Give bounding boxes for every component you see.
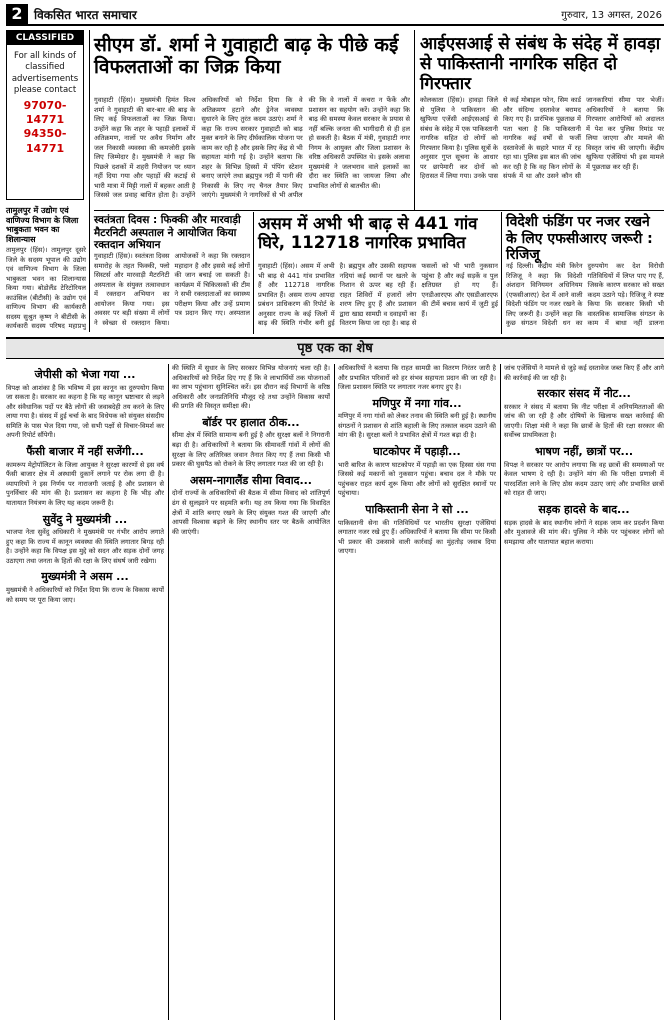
column-rule xyxy=(414,30,415,210)
continuation-col-1 xyxy=(6,364,164,1020)
section-body: दोनों राज्यों के अधिकारियों की बैठक में सीमा विवाद को शांतिपूर्ण ढंग से सुलझाने पर सहमति बनी। यह तय किया गया कि विवादित क्षेत्रों में शांति बनाए रखने के लिए संयुक्त गश्त की जाएगी और आपसी विश्वास बढ़ाने के लिए स्थानीय स्तर पर बैठकें आयोजित की जाएंगी। xyxy=(172,489,330,536)
column-rule xyxy=(89,30,90,332)
ficci-body: गुवाहाटी (हिंस)। स्वतंत्रता दिवस समारोह के तहत फिक्की, फ्लो सिस्टर्स और मारवाड़ी मैटरनिटी अस्पताल के संयुक्त तत्वावधान में रक्तदान अभियान का आयोजन किया गया। इस अवसर पर बड़ी संख्या में लोगों ने स्वेच्छा से रक्तदान किया। आयोजकों ने कहा कि रक्तदान महादान है और इससे कई लोगों की जान बचाई जा सकती है। कार्यक्रम में चिकित्सकों की टीम ने सभी रक्तदाताओं का स्वास्थ्य परीक्षण किया और उन्हें प्रमाण पत्र प्रदान किए गए। अस्पताल xyxy=(94,252,250,327)
column-rule xyxy=(501,212,502,334)
section-body: जांच एजेंसियों ने मामले से जुड़े कई दस्तावेज जब्त किए हैं और आगे की कार्रवाई की जा रही है। xyxy=(504,364,664,382)
column-rule xyxy=(253,212,254,334)
classified-text: For all kinds of classified advertisements please contact xyxy=(11,51,79,96)
main-headline: सीएम डॉ. शर्मा ने गुवाहाटी बाढ़ के पीछे कई विफलताओं का जिक्र किया xyxy=(94,34,399,79)
classified-phone-2: 94350-14771 xyxy=(23,127,67,155)
section-title: असम-नागालैंड सीमा विवाद... xyxy=(189,473,312,487)
classified-box xyxy=(6,30,84,200)
section-title: पाकिस्तानी सेना ने सो ... xyxy=(365,502,469,516)
section-title: सड़क हादसे के बाद... xyxy=(538,502,630,516)
section-body: विपक्ष को आशंका है कि भविष्य में इस कानून का दुरुपयोग किया जा सकता है। सरकार का कहना है कि यह कानून भ्रष्टाचार से लड़ने और संवैधानिक पदों पर बैठे लोगों की जवाबदेही तय करने के लिए लाया गया है। संसद में हुई चर्चा के बाद विधेयक को संयुक्त संसदीय समिति के पास भेज दिया गया, जो सभी पक्षों से विचार-विमर्श कर अपनी रिपोर्ट सौंपेगी। xyxy=(6,383,164,440)
section-title: सुवेंदु ने मुख्यमंत्री ... xyxy=(42,512,128,526)
section-body: अधिकारियों ने बताया कि राहत सामग्री का वितरण निरंतर जारी है और प्रभावित परिवारों को हर संभव सहायता प्रदान की जा रही है। जिला प्रशासन स्थिति पर लगातार नजर बनाए हुए है। xyxy=(338,364,496,392)
section-body: सड़क हादसे के बाद स्थानीय लोगों ने सड़क जाम कर प्रदर्शन किया और मुआवजे की मांग की। पुलिस ने मौके पर पहुंचकर लोगों को समझाया और यातायात बहाल कराया। xyxy=(504,518,664,546)
fcra-body: नई दिल्ली। केंद्रीय मंत्री किरेन रिजिजू ने कहा कि विदेशी अंशदान विनियमन अधिनियम (एफसीआरए) देश में आने वाली विदेशी फंडिंग पर नजर रखने के लिए जरूरी है। उन्होंने कहा कि कुछ संगठन विदेशी धन का दुरुपयोग कर देश विरोधी गतिविधियों में लिप्त पाए गए हैं, जिसके कारण सरकार को सख्त कदम उठाने पड़े। रिजिजू ने स्पष्ट किया कि सरकार किसी भी वास्तविक सामाजिक संगठन के काम में बाधा नहीं डालना xyxy=(506,262,664,328)
row-rule xyxy=(94,210,664,211)
main-body: गुवाहाटी (हिंस)। मुख्यमंत्री हिमंत विश्व शर्मा ने गुवाहाटी की बार-बार की बाढ़ के लिए कई विफलताओं का जिक्र किया। उन्होंने कहा कि शहर के पहाड़ी इलाकों में अतिक्रमण, नालों पर अवैध निर्माण और जल निकासी व्यवस्था की कमजोरी इसके लिए जिम्मेदार है। मुख्यमंत्री ने कहा कि पिछले दशकों में शहरी नियोजन पर ध्यान नहीं दिया गया और पहाड़ों की कटाई से भारी मात्रा में मिट्टी नालों में बहकर आती है जिससे जल प्रवाह बाधित होता है। उन्होंने अधिकारियों को निर्देश दिया कि वे अतिक्रमण हटाने और ड्रेनेज व्यवस्था सुधारने के लिए तुरंत कदम उठाएं। शर्मा ने कहा कि राज्य सरकार गुवाहाटी को बाढ़ मुक्त बनाने के लिए दीर्घकालिक योजना पर काम कर रही है और इसके लिए केंद्र से भी सहायता मांगी गई है। उन्होंने बताया कि शहर के विभिन्न हिस्सों में पंपिंग स्टेशन बनाए जाएंगे तथा ब्रह्मपुत्र नदी में पानी की निकासी के लिए नए चैनल तैयार किए जाएंगे। मुख्यमंत्री ने नागरिकों से भी अपील की कि वे नालों में कचरा न फेंकें और प्रशासन का सहयोग करें। उन्होंने कहा कि बाढ़ की समस्या केवल सरकार के प्रयास से नहीं बल्कि जनता की भागीदारी से ही हल हो सकती है। बैठक में मंत्री, गुवाहाटी नगर निगम के आयुक्त और जिला प्रशासन के वरिष्ठ अधिकारी उपस्थित थे। इसके अलावा मुख्यमंत्री ने जलभराव वाले इलाकों का दौरा कर स्थिति का जायजा लिया और प्रभावित लोगों से बातचीत की। xyxy=(94,96,410,200)
section-title: भाषण नहीं, छात्रों पर... xyxy=(534,445,634,459)
flood-headline: असम में अभी भी बाढ़ से 441 गांव घिरे, 112718 नागरिक प्रभावित xyxy=(258,214,478,253)
column-rule xyxy=(334,364,335,1020)
section-body: सरकार ने संसद में बताया कि नीट परीक्षा में अनियमितताओं की जांच की जा रही है और दोषियों के खिलाफ सख्त कार्रवाई की जाएगी। शिक्षा मंत्री ने कहा कि छात्रों के हितों की रक्षा सरकार की सर्वोच्च प्राथमिकता है। xyxy=(504,402,664,440)
continuation-col-4 xyxy=(504,364,664,1020)
continuation-col-3 xyxy=(338,364,496,1020)
classified-phone-1: 97070-14771 xyxy=(23,98,67,127)
section-title: घाटकोपर में पहाड़ी... xyxy=(373,445,461,459)
section-body: सीमा क्षेत्र में स्थिति सामान्य बनी हुई है और सुरक्षा बलों ने निगरानी बढ़ा दी है। अधिकारियों ने बताया कि सीमावर्ती गांवों में लोगों की सुरक्षा के लिए अतिरिक्त जवान तैनात किए गए हैं तथा किसी भी प्रकार की घुसपैठ को रोकने के लिए लगातार गश्त की जा रही है। xyxy=(172,431,330,469)
section-title: बॉर्डर पर हालात ठीक... xyxy=(202,415,300,429)
continuation-col-2 xyxy=(172,364,330,1020)
masthead xyxy=(6,4,664,26)
classified-title: CLASSIFIED xyxy=(7,31,83,45)
section-title: सरकार संसद में नीट... xyxy=(537,387,631,401)
column-rule xyxy=(500,364,501,1020)
fcra-headline: विदेशी फंडिंग पर नजर रखने के लिए एफसीआरए जरूरी : रिजिजू xyxy=(506,214,653,264)
section-title: मुख्यमंत्री ने असम ... xyxy=(41,570,129,584)
section-title: जेपीसी को भेजा गया ... xyxy=(34,368,136,381)
column-rule xyxy=(168,364,169,1020)
tamulpur-body: तामुलपुर (हिंस)। तामुलपुर दूसरे जिले के सदस्य भूपाल की उद्योग एवं वाणिज्य विभाग के जिला भाबुकता भवन का शिलान्यास किया गया। बोडोलैंड टेरिटोरियल काउंसिल (बीटीसी) के उद्योग एवं वाणिज्य विभाग की कार्यकारी सदस्य सुश्रुत कृष्ण ने बीटीसी के कार्यकारी सदस्य परिषद महाप्रभु xyxy=(6,246,86,331)
section-title: फैंसी बाजार में नहीं सजेंगी... xyxy=(26,445,144,459)
section-body: पाकिस्तानी सेना की गतिविधियों पर भारतीय सुरक्षा एजेंसियां लगातार नजर रखे हुए हैं। अधिकारियों ने बताया कि सीमा पर किसी भी प्रकार की उकसावे वाली कार्रवाई का मुंहतोड़ जवाब दिया जाएगा। xyxy=(338,518,496,556)
section-body: मुख्यमंत्री ने अधिकारियों को निर्देश दिया कि राज्य के विकास कार्यों को समय पर पूरा किया जाए। xyxy=(6,586,164,604)
howrah-headline: आईएसआई से संबंध के संदेह में हावड़ा से पाकिस्तानी नागरिक सहित दो गिरफ्तार xyxy=(420,34,661,95)
howrah-body: कोलकाता (हिंस)। हावड़ा जिले से पुलिस ने पाकिस्तान की खुफिया एजेंसी आईएसआई से संबंध के संदेह में एक पाकिस्तानी नागरिक सहित दो लोगों को गिरफ्तार किया है। पुलिस सूत्रों के अनुसार गुप्त सूचना के आधार पर छापेमारी कर दोनों को हिरासत में लिया गया। उनके पास से कई मोबाइल फोन, सिम कार्ड और संदिग्ध दस्तावेज बरामद किए गए हैं। प्रारंभिक पूछताछ में पता चला है कि पाकिस्तानी नागरिक कई वर्षों से फर्जी दस्तावेजों के सहारे भारत में रह रहा था। पुलिस इस बात की जांच कर रही है कि वह किन लोगों के संपर्क में था और उसने कौन सी जानकारियां सीमा पार भेजीं। अधिकारियों ने बताया कि गिरफ्तार आरोपियों को अदालत में पेश कर पुलिस रिमांड पर लिया जाएगा और मामले की विस्तृत जांच की जाएगी। केंद्रीय खुफिया एजेंसियां भी इस मामले में पूछताछ कर रही हैं। xyxy=(420,96,664,181)
tamulpur-headline: तामुलपुर में उद्योग एवं वाणिज्य विभाग के जिला भाबुकता भवन का शिलान्यास xyxy=(6,206,79,244)
section-body: कामरूप मेट्रोपॉलिटन के जिला आयुक्त ने सुरक्षा कारणों से इस वर्ष फैंसी बाजार क्षेत्र में अस्थायी दुकानें लगाने पर रोक लगा दी है। व्यापारियों ने इस निर्णय पर नाराजगी जताई है और प्रशासन से पुनर्विचार की मांग की है। प्रशासन का कहना है कि भीड़ और यातायात नियंत्रण के लिए यह कदम जरूरी है। xyxy=(6,460,164,507)
section-body: भाजपा नेता सुवेंदु अधिकारी ने मुख्यमंत्री पर गंभीर आरोप लगाते हुए कहा कि राज्य में कानून व्यवस्था की स्थिति लगातार बिगड़ रही है। उन्होंने कहा कि विपक्ष इस मुद्दे को सदन और सड़क दोनों जगह उठाएगा तथा जनता के हितों की रक्षा के लिए संघर्ष जारी रखेगा। xyxy=(6,528,164,565)
paper-name: विकसित भारत समाचार xyxy=(34,8,137,22)
continuation-band: पृष्ठ एक का शेष xyxy=(6,337,664,359)
section-body: भारी बारिश के कारण घाटकोपर में पहाड़ी का एक हिस्सा धंस गया जिससे कई मकानों को नुकसान पहुंचा। बचाव दल ने मौके पर पहुंचकर राहत कार्य शुरू किया और लोगों को सुरक्षित स्थानों पर पहुंचाया। xyxy=(338,460,496,498)
ficci-headline: स्वतंत्रता दिवस : फिक्की और मारवाड़ी मैटरनिटी अस्पताल ने आयोजित किया रक्तदान अभियान xyxy=(94,214,241,252)
section-body: विपक्ष ने सरकार पर आरोप लगाया कि वह छात्रों की समस्याओं पर केवल भाषण दे रही है। उन्होंने मांग की कि परीक्षा प्रणाली में पारदर्शिता लाने के लिए ठोस कदम उठाए जाएं और प्रभावित छात्रों को राहत दी जाए। xyxy=(504,460,664,498)
page-number: 2 xyxy=(6,4,28,24)
section-body: मणिपुर में नगा गांवों को लेकर तनाव की स्थिति बनी हुई है। स्थानीय संगठनों ने प्रशासन से शांति बहाली के लिए तत्काल कदम उठाने की मांग की है। सुरक्षा बलों ने प्रभावित क्षेत्रों में गश्त बढ़ा दी है। xyxy=(338,412,496,440)
section-body: की स्थिति में सुधार के लिए सरकार विभिन्न योजनाएं चला रही है। अधिकारियों को निर्देश दिए गए हैं कि वे लाभार्थियों तक योजनाओं का लाभ पहुंचाना सुनिश्चित करें। इस दौरान कई विभागों के वरिष्ठ अधिकारी और जनप्रतिनिधि मौजूद रहे तथा उन्होंने विकास कार्यों की प्रगति की विस्तृत समीक्षा की। xyxy=(172,364,330,411)
section-title: मणिपुर में नगा गांव... xyxy=(372,396,462,410)
flood-body: गुवाहाटी (हिंस)। असम में अभी भी बाढ़ से 441 गांव प्रभावित हैं और 112718 नागरिक प्रभावित हैं। असम राज्य आपदा प्रबंधन प्राधिकरण की रिपोर्ट के अनुसार राज्य के कई जिलों में बाढ़ की स्थिति गंभीर बनी हुई है। ब्रह्मपुत्र और उसकी सहायक नदियां कई स्थानों पर खतरे के निशान से ऊपर बह रही हैं। राहत शिविरों में हजारों लोग शरण लिए हुए हैं और प्रशासन द्वारा खाद्य सामग्री व दवाइयों का वितरण किया जा रहा है। बाढ़ से फसलों को भी भारी नुकसान पहुंचा है और कई सड़कें व पुल क्षतिग्रस्त हो गए हैं। एनडीआरएफ और एसडीआरएफ की टीमें बचाव कार्य में जुटी हुई हैं। xyxy=(258,262,498,328)
issue-date: गुरुवार, 13 अगस्त, 2026 xyxy=(561,10,662,21)
